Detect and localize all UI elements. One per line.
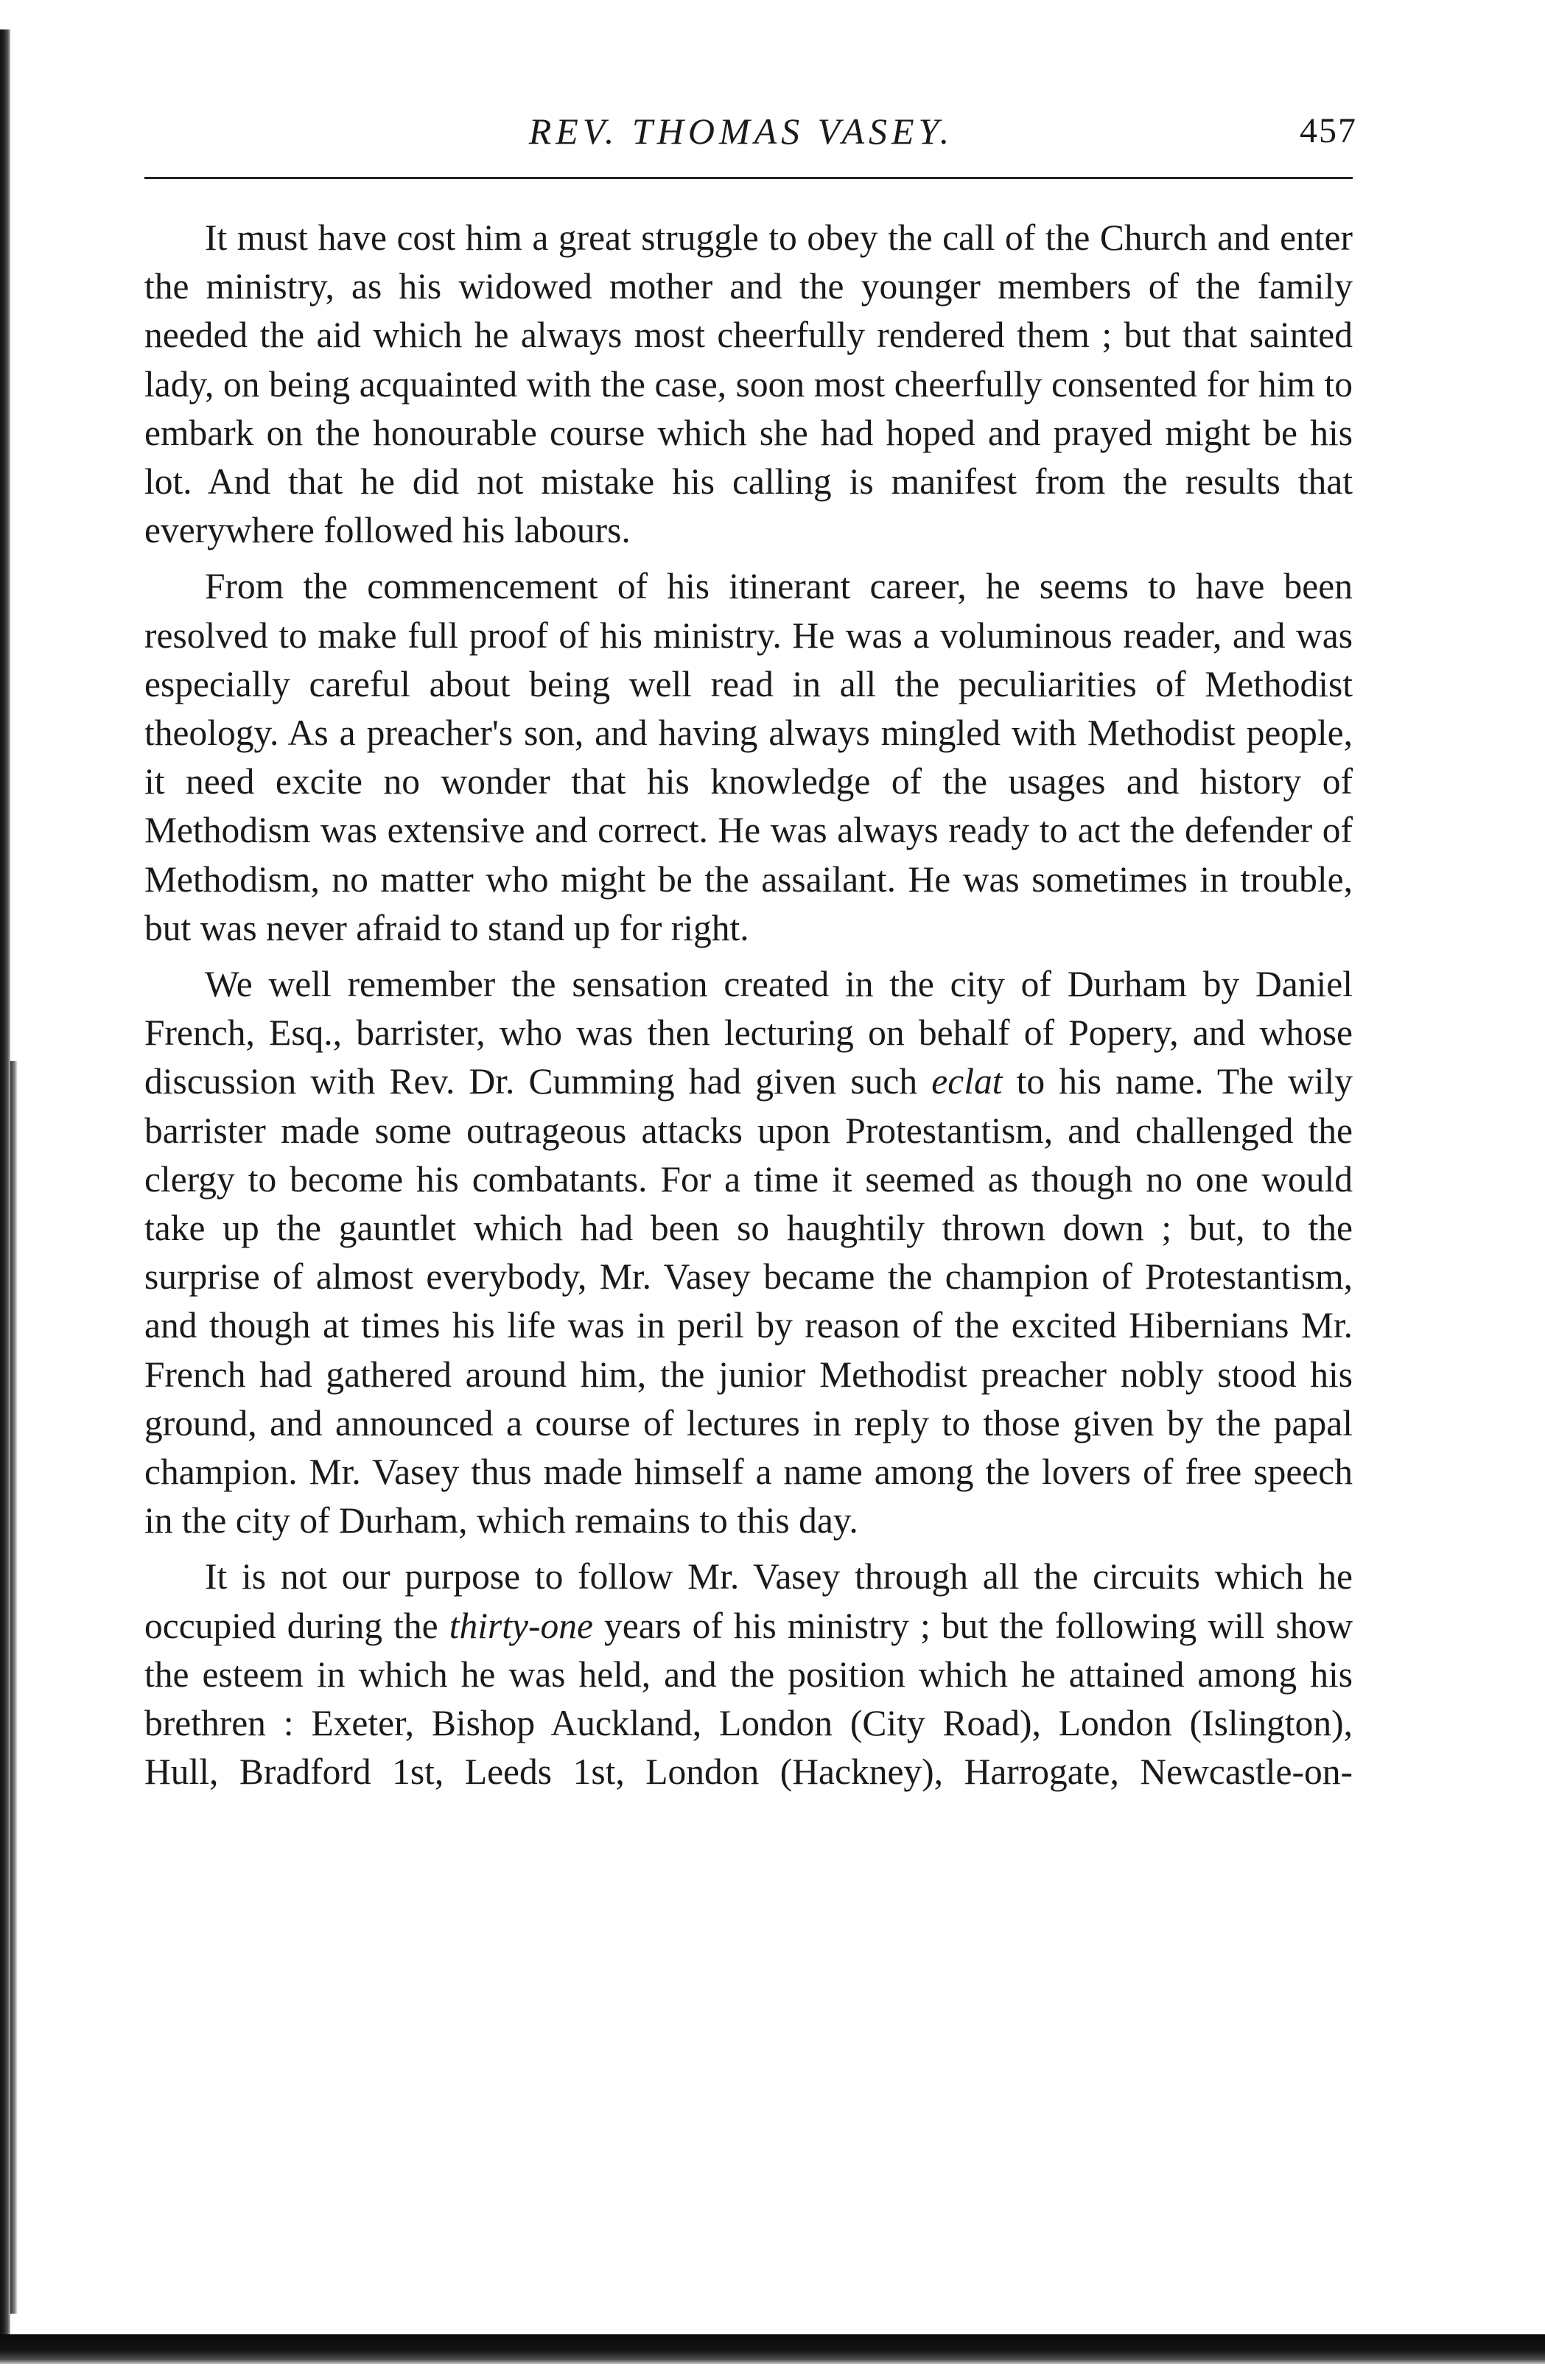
page-number: 457	[1300, 111, 1357, 150]
paragraph-3-part-1: We well remember the sensation created in the city of Durham by Daniel French, Esq., barrister, who was then lecturing on behalf of Popery, and whose discussion with Rev. Dr. Cumming had given such	[144, 964, 1353, 1102]
paragraph-4-part-1: It is not our purpose to follow Mr. Vasey through all the circuits which he occupied during the	[144, 1556, 1353, 1646]
paragraph-2: From the commencement of his itinerant career, he seems to have been resolved to make full proof of his ministry. He was a voluminous reader, and was especially careful about being well read in all the peculiarities of Methodist theology. As a preacher's son, and having always mingled with Methodist people, it need excite no wonder that his knowledge of the usages and history of Methodism was extensive and correct. He was always ready to act the defender of Methodism, no matter who might be the assailant. He was sometimes in trouble, but was never afraid to stand up for right.	[144, 566, 1353, 948]
running-title: REV. THOMAS VASEY.	[528, 111, 954, 152]
page-binding-shadow	[10, 1061, 18, 2314]
italic-word-eclat: eclat	[931, 1061, 1003, 1102]
paragraph-1: It must have cost him a great struggle to obey the call of the Church and enter the ministry, as his widowed mother and the younger members of the family needed the aid which he always most cheerfully rendered them ; but that sainted lady, on being acquainted with the case, soon most cheerfully consented for him to embark on the honourable course which she had hoped and prayed might be his lot. And that he did not mistake his calling is manifest from the results that everywhere followed his labours.	[144, 217, 1353, 551]
page-bottom-edge	[0, 2334, 1545, 2364]
page-header	[144, 102, 1357, 161]
paragraph-3	[144, 960, 1353, 1545]
body-text	[144, 214, 1353, 1805]
paragraph-3-part-2: to his name. The wily barrister made some outrageous attacks upon Protestantism, and challenged the clergy to become his combatants. For a time it seemed as though no one would take up the gauntlet which had been so haughtily thrown down ; but, to the surprise of almost everybody, Mr. Vasey became the champion of Protestantism, and though at times his life was in peril by reason of the excited Hibernians Mr. French had gathered around him, the junior Methodist preacher nobly stood his ground, and announced a course of lectures in reply to those given by the papal champion. Mr. Vasey thus made himself a name among the lovers of free speech in the city of Durham, which remains to this day.	[144, 1061, 1353, 1541]
paragraph-4	[144, 1553, 1353, 1796]
header-rule	[144, 177, 1353, 179]
paragraph-4-part-2: years of his ministry ; but the following will show the esteem in which he was held, and the position which he attained among his brethren : Exeter, Bishop Auckland, London (City Road), London (Islington), Hull, Bradford 1st, Leeds 1st, London (Hackney), Harrogate, Newcastle-on-	[144, 1605, 1353, 1793]
italic-word-thirty-one: thirty-one	[449, 1605, 593, 1646]
page-binding-edge	[0, 29, 10, 2343]
